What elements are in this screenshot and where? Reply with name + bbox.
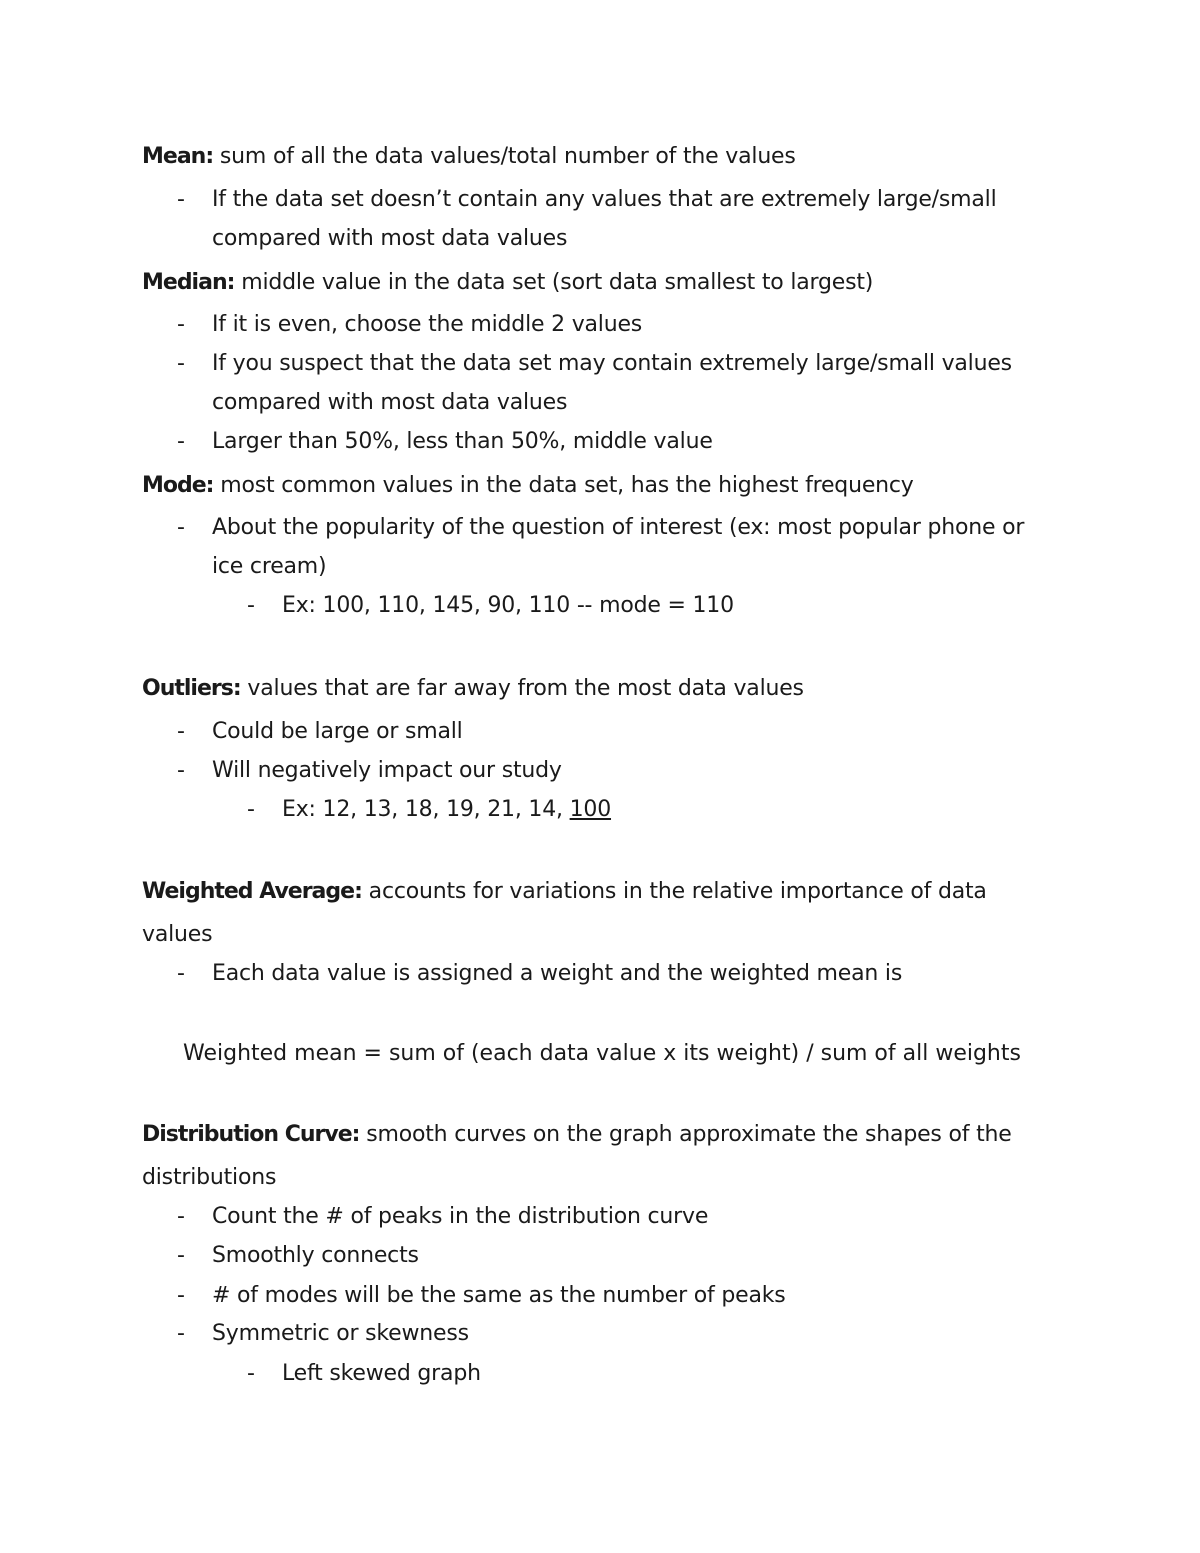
bullet-dash: - [177,1321,185,1346]
mode-bullet-1-cont: ice cream) [212,554,327,579]
weighted-mean-formula: Weighted mean = sum of (each data value x its weight) / sum of all weights [183,1041,1021,1066]
mean-bullet-1: If the data set doesn’t contain any values that are extremely large/small [212,187,997,212]
distribution-bullet-4: Symmetric or skewness [212,1321,469,1346]
distribution-bullet-3: # of modes will be the same as the number of peaks [212,1283,786,1308]
median-heading [142,269,873,297]
distribution-bullet-1: Count the # of peaks in the distribution curve [212,1204,709,1229]
outliers-heading [142,675,804,703]
bullet-dash: - [177,758,185,783]
mean-definition: sum of all the data values/total number of the values [213,144,796,169]
median-bullet-2-cont: compared with most data values [212,390,568,415]
mean-bullet-1-cont: compared with most data values [212,226,568,251]
median-term: Median: [142,270,235,295]
mode-term: Mode: [142,473,214,498]
distribution-term: Distribution Curve: [142,1122,360,1147]
outliers-bullet-2: Will negatively impact our study [212,758,562,783]
mean-term: Mean: [142,144,214,169]
weighted-term: Weighted Average: [142,879,362,904]
outlier-value-underlined: 100 [569,797,612,822]
weighted-heading [142,878,987,906]
median-bullet-2: If you suspect that the data set may contain extremely large/small values [212,351,1012,376]
bullet-dash: - [177,719,185,744]
distribution-definition: smooth curves on the graph approximate the shapes of the [359,1122,1012,1147]
median-bullet-3: Larger than 50%, less than 50%, middle value [212,429,713,454]
bullet-dash: - [177,351,185,376]
weighted-bullet-1: Each data value is assigned a weight and the weighted mean is [212,961,903,986]
bullet-dash: - [177,961,185,986]
bullet-dash: - [177,1283,185,1308]
mode-heading [142,472,914,500]
outliers-example-values: Ex: 12, 13, 18, 19, 21, 14, [282,797,570,822]
outliers-term: Outliers: [142,676,241,701]
outliers-definition: values that are far away from the most data values [240,676,804,701]
sub-bullet-dash: - [247,593,255,618]
mode-bullet-1: About the popularity of the question of interest (ex: most popular phone or [212,515,1025,540]
bullet-dash: - [177,515,185,540]
sub-bullet-dash: - [247,797,255,822]
bullet-dash: - [177,1243,185,1268]
weighted-definition-cont: values [142,922,213,947]
mean-heading [142,143,796,171]
outliers-bullet-1: Could be large or small [212,719,463,744]
bullet-dash: - [177,429,185,454]
bullet-dash: - [177,312,185,337]
weighted-definition: accounts for variations in the relative importance of data [361,879,987,904]
distribution-heading [142,1121,1012,1149]
distribution-definition-cont: distributions [142,1165,277,1190]
median-bullet-1: If it is even, choose the middle 2 values [212,312,643,337]
bullet-dash: - [177,187,185,212]
median-definition: middle value in the data set (sort data smallest to largest) [234,270,874,295]
sub-bullet-dash: - [247,1361,255,1386]
mode-example: Ex: 100, 110, 145, 90, 110 -- mode = 110 [282,593,734,618]
distribution-sub-bullet-1: Left skewed graph [282,1361,481,1386]
bullet-dash: - [177,1204,185,1229]
distribution-bullet-2: Smoothly connects [212,1243,419,1268]
outliers-example [282,796,611,824]
mode-definition: most common values in the data set, has the highest frequency [213,473,914,498]
